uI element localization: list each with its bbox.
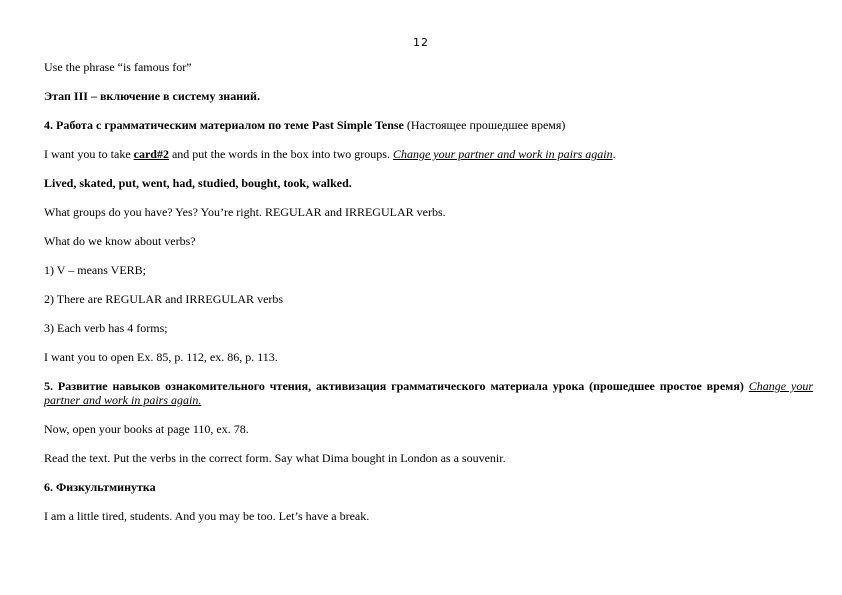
section-4-heading — [44, 118, 813, 132]
groups-text: and put the words in the box into two groups. — [168, 147, 393, 161]
verbs-question: What do we know about verbs? — [44, 234, 196, 248]
verb-fact-3: 3) Each verb has 4 forms; — [44, 321, 168, 335]
verb-fact-1: 1) V – means VERB; — [44, 263, 147, 277]
section-4-title: 4. Работа с грамматическим материалом по теме Past Simple Tense — [44, 118, 404, 132]
groups-question: What groups do you have? Yes? You’re right. REGULAR and IRREGULAR verbs. — [44, 205, 446, 219]
document-body — [44, 60, 813, 523]
section-4-translation: (Настоящее прошедшее время) — [403, 118, 566, 132]
read-text-instruction: Read the text. Put the verbs in the correct form. Say what Dima bought in London as a souvenir. — [44, 451, 506, 465]
period: . — [612, 147, 616, 161]
section-5-heading — [44, 379, 813, 407]
exercise-instruction: I want you to open Ex. 85, p. 112, ex. 86, p. 113. — [44, 350, 278, 364]
verb-list: Lived, skated, put, went, had, studied, bought, took, walked. — [44, 176, 352, 190]
take-card-instruction — [44, 147, 813, 161]
stage-heading: Этап III – включение в систему знаний. — [44, 89, 260, 103]
verb-fact-2: 2) There are REGULAR and IRREGULAR verbs — [44, 292, 284, 306]
page-number: 12 — [413, 36, 429, 49]
section-6-heading: 6. Физкультминутка — [44, 480, 156, 494]
break-text: I am a little tired, students. And you may be too. Let’s have a break. — [44, 509, 370, 523]
change-partner-note-2: Change your partner and work in pairs again. — [44, 379, 814, 407]
card-reference: card#2 — [133, 147, 169, 161]
instruction-famous-for: Use the phrase “is famous for” — [44, 60, 192, 74]
open-books-instruction: Now, open your books at page 110, ex. 78. — [44, 422, 249, 436]
change-partner-note: Change your partner and work in pairs again — [392, 147, 613, 161]
take-card-text: I want you to take — [44, 147, 134, 161]
section-5-title: 5. Развитие навыков ознакомительного чтения, активизация грамматического материала урока (прошедшее простое время) — [44, 379, 744, 393]
